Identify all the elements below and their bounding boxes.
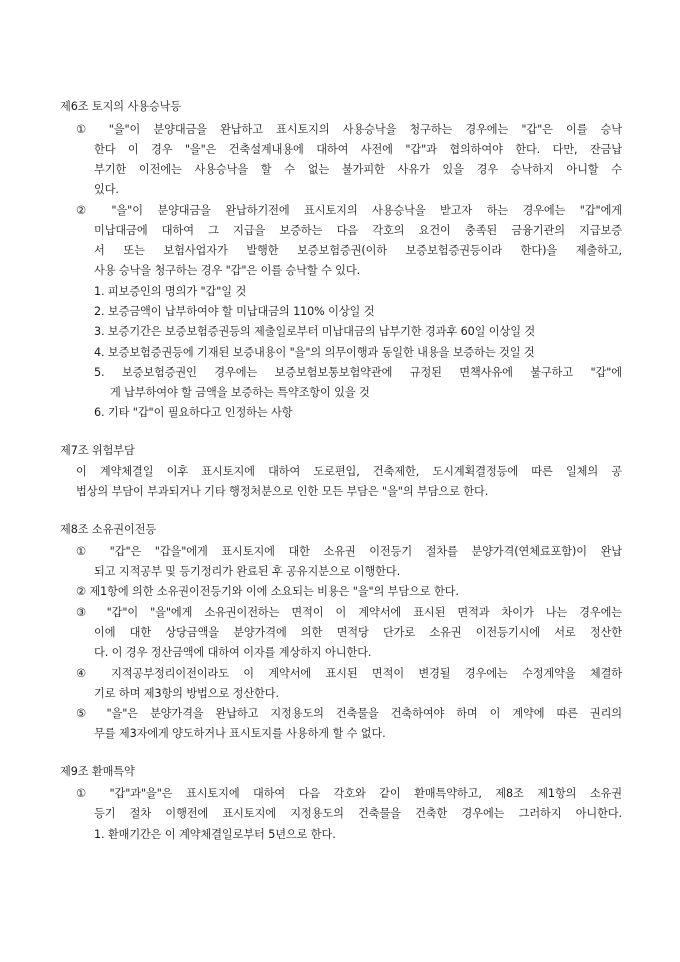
article-9-title: 제9조 환매특약: [60, 765, 135, 778]
article-8-para-1-line: 되고 지적공부 및 등기정리가 완료된 후 공유지분으로 이행한다.: [94, 565, 401, 578]
article-6-para-1-line: 있다.: [94, 183, 119, 196]
article-8-para-3-line: 이에 대한 상당금액을 분양가격에 의한 면적당 단가로 소유권 이전등기시에 서로 정산한: [94, 626, 622, 639]
article-6-item: 3. 보증기간은 보증보험증권등의 제출일로부터 미납대금의 납부기한 경과후 60일 이상일 것: [94, 325, 536, 338]
article-8-para-3-line: ③ "갑"이 "을"에게 소유권이전하는 면적이 이 계약서에 표시된 면적과 차이가 나는 경우에는: [76, 606, 622, 619]
article-8-para-4-line: ④ 지적공부정리이전이라도 이 계약서에 표시된 면적이 변경될 경우에는 수정계약을 체결하: [76, 667, 622, 680]
article-7-body-line: 법상의 부담이 부과되거나 기타 행정처분으로 인한 모든 부담은 "을"의 부담으로 한다.: [76, 485, 489, 498]
article-6-title: 제6조 토지의 사용승낙등: [60, 100, 182, 113]
article-6-para-2-line: 서 또는 보험사업자가 발행한 보증보험증권(이하 보증보험증권등이라 한다)을 제출하고,: [94, 244, 622, 257]
article-7-title: 제7조 위험부담: [60, 444, 135, 457]
article-9-para-1-line: 등기 절차 이행전에 표시토지에 지정용도의 건축물을 건축한 경우에는 그러하지 아니한다.: [94, 807, 622, 820]
article-9-item: 1. 환매기간은 이 계약체결일로부터 5년으로 한다.: [94, 828, 336, 841]
article-6-item: 6. 기타 "갑"이 필요하다고 인정하는 사항: [94, 406, 293, 419]
article-6-para-2-line: 사용 승낙을 청구하는 경우 "갑"은 이를 승낙할 수 있다.: [94, 264, 361, 277]
article-7-body-line: 이 계약체결일 이후 표시토지에 대하여 도로편입, 건축제한, 도시계획결정등에 따른 일체의 공: [76, 465, 622, 478]
article-8-para-2-line: ② 제1항에 의한 소유권이전등기와 이에 소요되는 비용은 "을"의 부담으로 한다.: [76, 585, 459, 598]
article-8-para-1-line: ① "갑"은 "갑을"에게 표시토지에 대한 소유권 이전등기 절차를 분양가격(연체료포함)이 완납: [76, 545, 622, 558]
article-8-para-3-line: 다. 이 경우 정산금액에 대하여 이자를 계상하지 아니한다.: [94, 646, 372, 659]
article-8-para-4-line: 기로 하며 제3항의 방법으로 정산한다.: [94, 687, 279, 700]
article-6-para-1-line: ① "을"이 분양대금을 완납하고 표시토지의 사용승낙을 청구하는 경우에는 "갑"은 이를 승낙: [76, 123, 622, 136]
article-6-para-2-line: ② "을"이 분양대금을 완납하기전에 표시토지의 사용승낙을 받고자 하는 경우에는 "갑"에게: [76, 204, 622, 217]
article-6-para-1-line: 한다 이 경우 "을"은 건축설계내용에 대하여 사전에 "갑"과 협의하여야 한다. 다만, 잔금납: [94, 143, 622, 156]
article-6-item: 2. 보증금액이 납부하여야 할 미납대금의 110% 이상일 것: [94, 305, 375, 318]
article-8-para-5-line: 무를 제3자에게 양도하거나 표시토지를 사용하게 할 수 없다.: [94, 727, 386, 740]
article-6-item: 4. 보증보험증권등에 기재된 보증내용이 "을"의 의무이행과 동일한 내용을 보증하는 것일 것: [94, 346, 535, 359]
article-6-para-2-line: 미납대금에 대하여 그 지급을 보증하는 다음 각호의 요건이 충족된 금융기관의 지급보증: [94, 224, 622, 237]
article-9-para-1-line: ① "갑"과"을"은 표시토지에 대하여 다음 각호와 같이 환매특약하고, 제8조 제1항의 소유권: [76, 787, 622, 800]
article-6-para-1-line: 부기한 이전에는 사용승낙을 할 수 없는 불가피한 사유가 있을 경우 승낙하지 아니할 수: [94, 163, 622, 176]
article-8-title: 제8조 소유권이전등: [60, 523, 157, 536]
article-6-item-continuation: 게 납부하여야 할 금액을 보증하는 특약조항이 있을 것: [110, 386, 370, 399]
article-6-item: 1. 피보증인의 명의가 "갑"일 것: [94, 285, 247, 298]
article-6-item: 5. 보증보험증권인 경우에는 보증보험보통보험약관에 규정된 면책사유에 불구하고 "갑"에: [94, 366, 622, 379]
article-8-para-5-line: ⑤ "을"은 분양가격을 완납하고 지정용도의 건축물을 건축하여야 하며 이 계약에 따른 권리의: [76, 707, 622, 720]
